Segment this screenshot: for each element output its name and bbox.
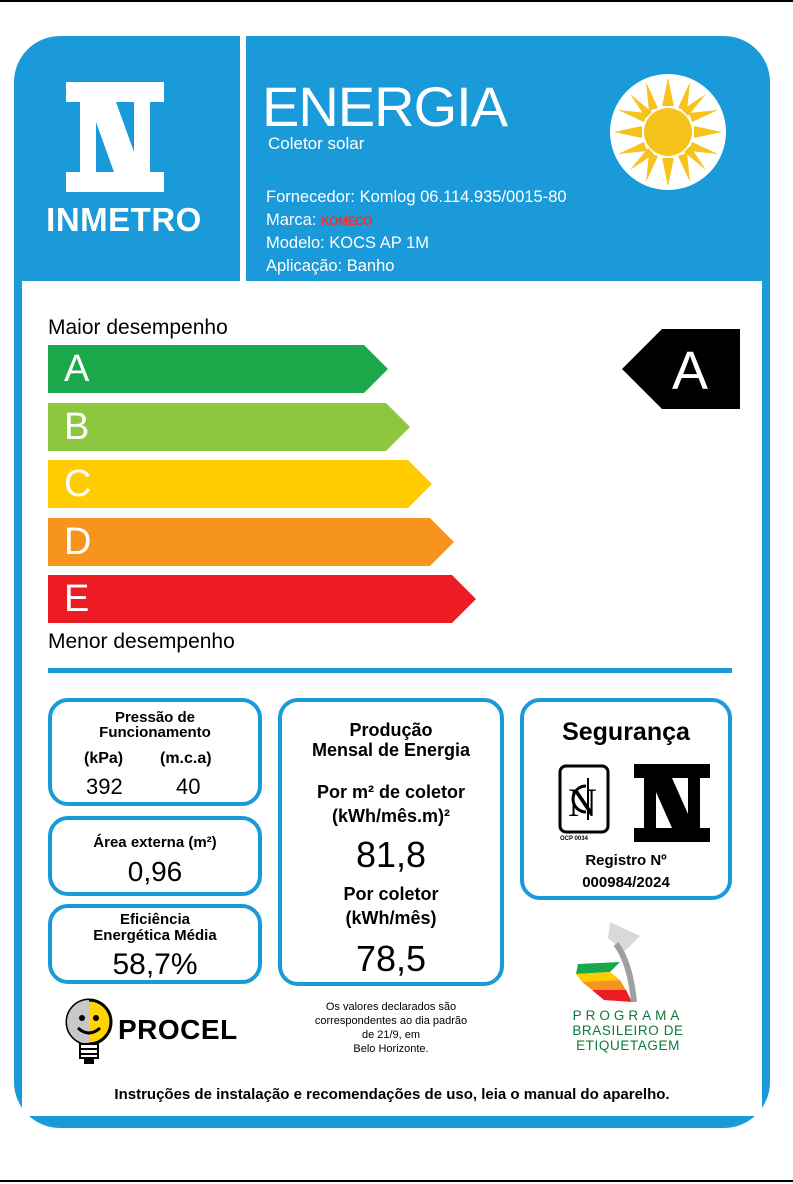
registro-label: Registro Nº: [585, 852, 667, 869]
marca-logo: KOMECO: [321, 213, 373, 228]
registro-value: 000984/2024: [582, 874, 670, 891]
area-title: Área externa (m²): [93, 834, 217, 851]
note-line-2: correspondentes ao dia padrão: [314, 1015, 468, 1027]
rating-letter: A: [671, 341, 709, 401]
pressure-value-mca: 40: [176, 774, 201, 799]
safety-box: [520, 698, 732, 900]
pressure-unit-kpa: (kPa): [84, 750, 124, 767]
label-subtitle: Coletor solar: [268, 134, 365, 153]
pbe-line-2: BRASILEIRO DE: [572, 1023, 684, 1038]
pressure-box: [48, 698, 262, 806]
scale-bar-d: [48, 518, 456, 566]
fornecedor-label: Fornecedor:: [266, 188, 355, 206]
efficiency-title-1: Eficiência: [119, 911, 191, 928]
efficiency-box: [48, 904, 262, 984]
aplicacao-label: Aplicação:: [266, 256, 343, 275]
scale-bar-e: [48, 575, 478, 623]
note-line-1: Os valores declarados são: [325, 1001, 457, 1013]
production-title-2: Mensal de Energia: [311, 740, 471, 760]
scale-letter-c: C: [64, 463, 92, 505]
production-title-1: Produção: [349, 720, 433, 740]
scale-bar-b: [48, 403, 412, 451]
scale-letter-e: E: [64, 578, 90, 620]
per-m2-label-2: (kWh/mês.m)²: [331, 806, 450, 826]
scale-top-label: Maior desempenho: [48, 316, 228, 339]
marca-label: Marca:: [266, 210, 317, 229]
procel-wordmark: PROCEL: [118, 1014, 238, 1045]
scale-letter-a: A: [64, 348, 90, 390]
top-rule: [0, 0, 793, 2]
scale-letter-d: D: [64, 520, 92, 563]
efficiency-value: 58,7%: [112, 948, 198, 981]
pressure-value-kpa: 392: [86, 774, 123, 799]
header-divider: [240, 36, 246, 281]
scale-bottom-label: Menor desempenho: [48, 630, 235, 653]
pbe-line-1: PROGRAMA: [572, 1008, 684, 1023]
per-m2-label-1: Por m² de coletor: [316, 782, 466, 802]
modelo-value: KOCS AP 1M: [329, 234, 429, 252]
ocp-seal-icon: [558, 764, 610, 846]
pressure-unit-mca: (m.c.a): [160, 750, 212, 767]
note-line-3: de 21/9, em: [361, 1029, 421, 1041]
bottom-rule: [0, 1180, 793, 1182]
scale-bar-a: [48, 345, 390, 393]
inmetro-seal-icon: [634, 764, 710, 842]
per-m2-value: 81,8: [355, 834, 427, 875]
area-value: 0,96: [127, 856, 183, 887]
footer-instructions: Instruções de instalação e recomendações de uso, leia o manual do aparelho.: [114, 1086, 670, 1103]
pbe-wordmark: [540, 1008, 716, 1053]
note-line-4: Belo Horizonte.: [353, 1043, 429, 1055]
production-box: [278, 698, 504, 986]
procel-mascot-icon: [64, 998, 114, 1066]
pbe-line-3: ETIQUETAGEM: [576, 1038, 680, 1053]
aplicacao-value: Banho: [346, 256, 395, 275]
efficiency-title-2: Energética Média: [93, 927, 217, 944]
svg-text:N: N: [568, 780, 597, 825]
pbe-logo-icon: [570, 922, 646, 1008]
per-collector-value: 78,5: [355, 938, 427, 979]
pressure-title-2: Funcionamento: [99, 724, 211, 741]
pressure-title-1: Pressão de: [114, 709, 196, 726]
disclaimer-note: [278, 1000, 504, 1056]
label-title: ENERGIA: [262, 75, 508, 138]
sun-icon: [608, 72, 728, 192]
inmetro-wordmark: INMETRO: [46, 201, 202, 238]
per-collector-label-2: (kWh/mês): [345, 908, 437, 928]
section-divider: [48, 668, 732, 673]
ocp-code: OCP 0034: [560, 836, 588, 842]
modelo-label: Modelo:: [266, 234, 325, 252]
area-box: [48, 816, 262, 896]
product-info: [266, 186, 567, 277]
per-collector-label-1: Por coletor: [343, 884, 439, 904]
safety-title: Segurança: [562, 718, 690, 746]
scale-letter-b: B: [64, 405, 90, 448]
scale-bar-c: [48, 460, 434, 508]
fornecedor-value: Komlog 06.114.935/0015-80: [359, 188, 567, 206]
inmetro-logo-icon: [66, 82, 164, 192]
